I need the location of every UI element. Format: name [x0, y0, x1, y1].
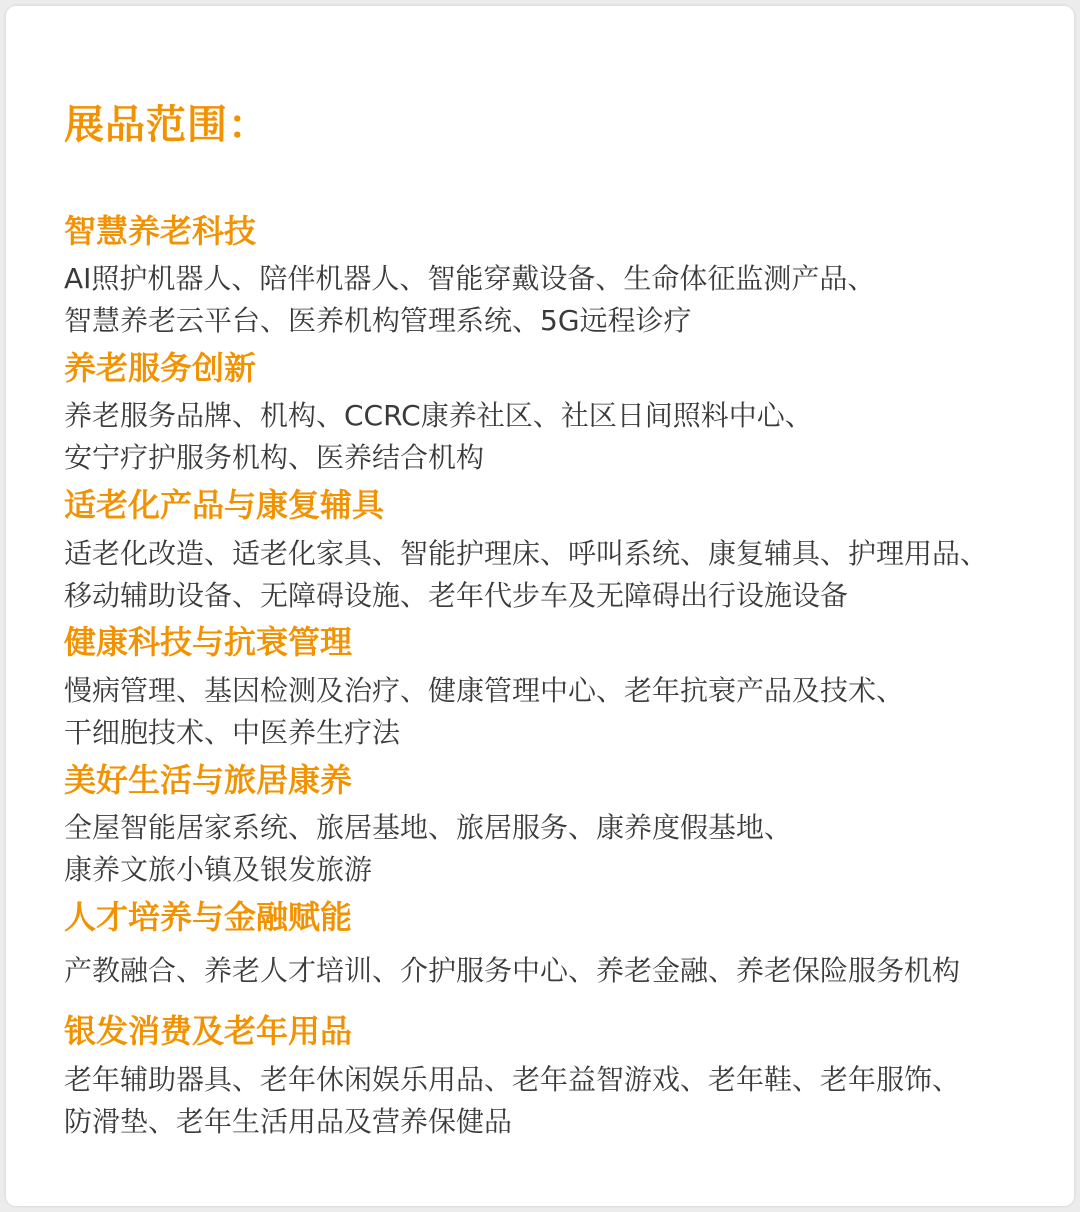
section-title-health-tech-anti-aging: 健康科技与抗衰管理: [64, 623, 353, 661]
section-text-good-life-travel-wellness: [64, 807, 792, 891]
text-line: 康养文旅小镇及银发旅游: [64, 853, 373, 886]
text-line: 干细胞技术、中医养生疗法: [64, 716, 401, 749]
section-text-elderly-service-innovation: [64, 395, 813, 479]
text-line: 全屋智能居家系统、旅居基地、旅居服务、康养度假基地、: [64, 811, 793, 844]
section-title-good-life-travel-wellness: 美好生活与旅居康养: [64, 761, 353, 799]
content-card: [6, 6, 1074, 1206]
section-title-aging-friendly-products: 适老化产品与康复辅具: [64, 486, 385, 524]
section-title-elderly-service-innovation: 养老服务创新: [64, 349, 257, 387]
text-line: 智慧养老云平台、医养机构管理系统、5G远程诊疗: [64, 304, 692, 337]
section-text-aging-friendly-products: [64, 533, 988, 617]
text-line: 安宁疗护服务机构、医养结合机构: [64, 441, 485, 474]
text-line: 慢病管理、基因检测及治疗、健康管理中心、老年抗衰产品及技术、: [64, 674, 905, 707]
text-line: 养老服务品牌、机构、CCRC康养社区、社区日间照料中心、: [64, 399, 813, 432]
text-line: AI照护机器人、陪伴机器人、智能穿戴设备、生命体征监测产品、: [64, 262, 876, 295]
section-text-smart-elderly-tech: [64, 258, 875, 342]
text-line: 防滑垫、老年生活用品及营养保健品: [64, 1105, 513, 1138]
section-title-talent-finance: 人才培养与金融赋能: [64, 898, 353, 936]
section-text-health-tech-anti-aging: [64, 670, 904, 754]
text-line: 老年辅助器具、老年休闲娱乐用品、老年益智游戏、老年鞋、老年服饰、: [64, 1063, 961, 1096]
section-text-talent-finance: [64, 950, 960, 992]
page-title: 展品范围：: [64, 102, 269, 148]
section-title-smart-elderly-tech: 智慧养老科技: [64, 212, 257, 250]
section-title-silver-consumption: 银发消费及老年用品: [64, 1012, 353, 1050]
text-line: 适老化改造、适老化家具、智能护理床、呼叫系统、康复辅具、护理用品、: [64, 537, 989, 570]
section-text-silver-consumption: [64, 1059, 960, 1143]
text-line: 移动辅助设备、无障碍设施、老年代步车及无障碍出行设施设备: [64, 579, 849, 612]
text-line: 产教融合、养老人才培训、介护服务中心、养老金融、养老保险服务机构: [64, 954, 961, 987]
